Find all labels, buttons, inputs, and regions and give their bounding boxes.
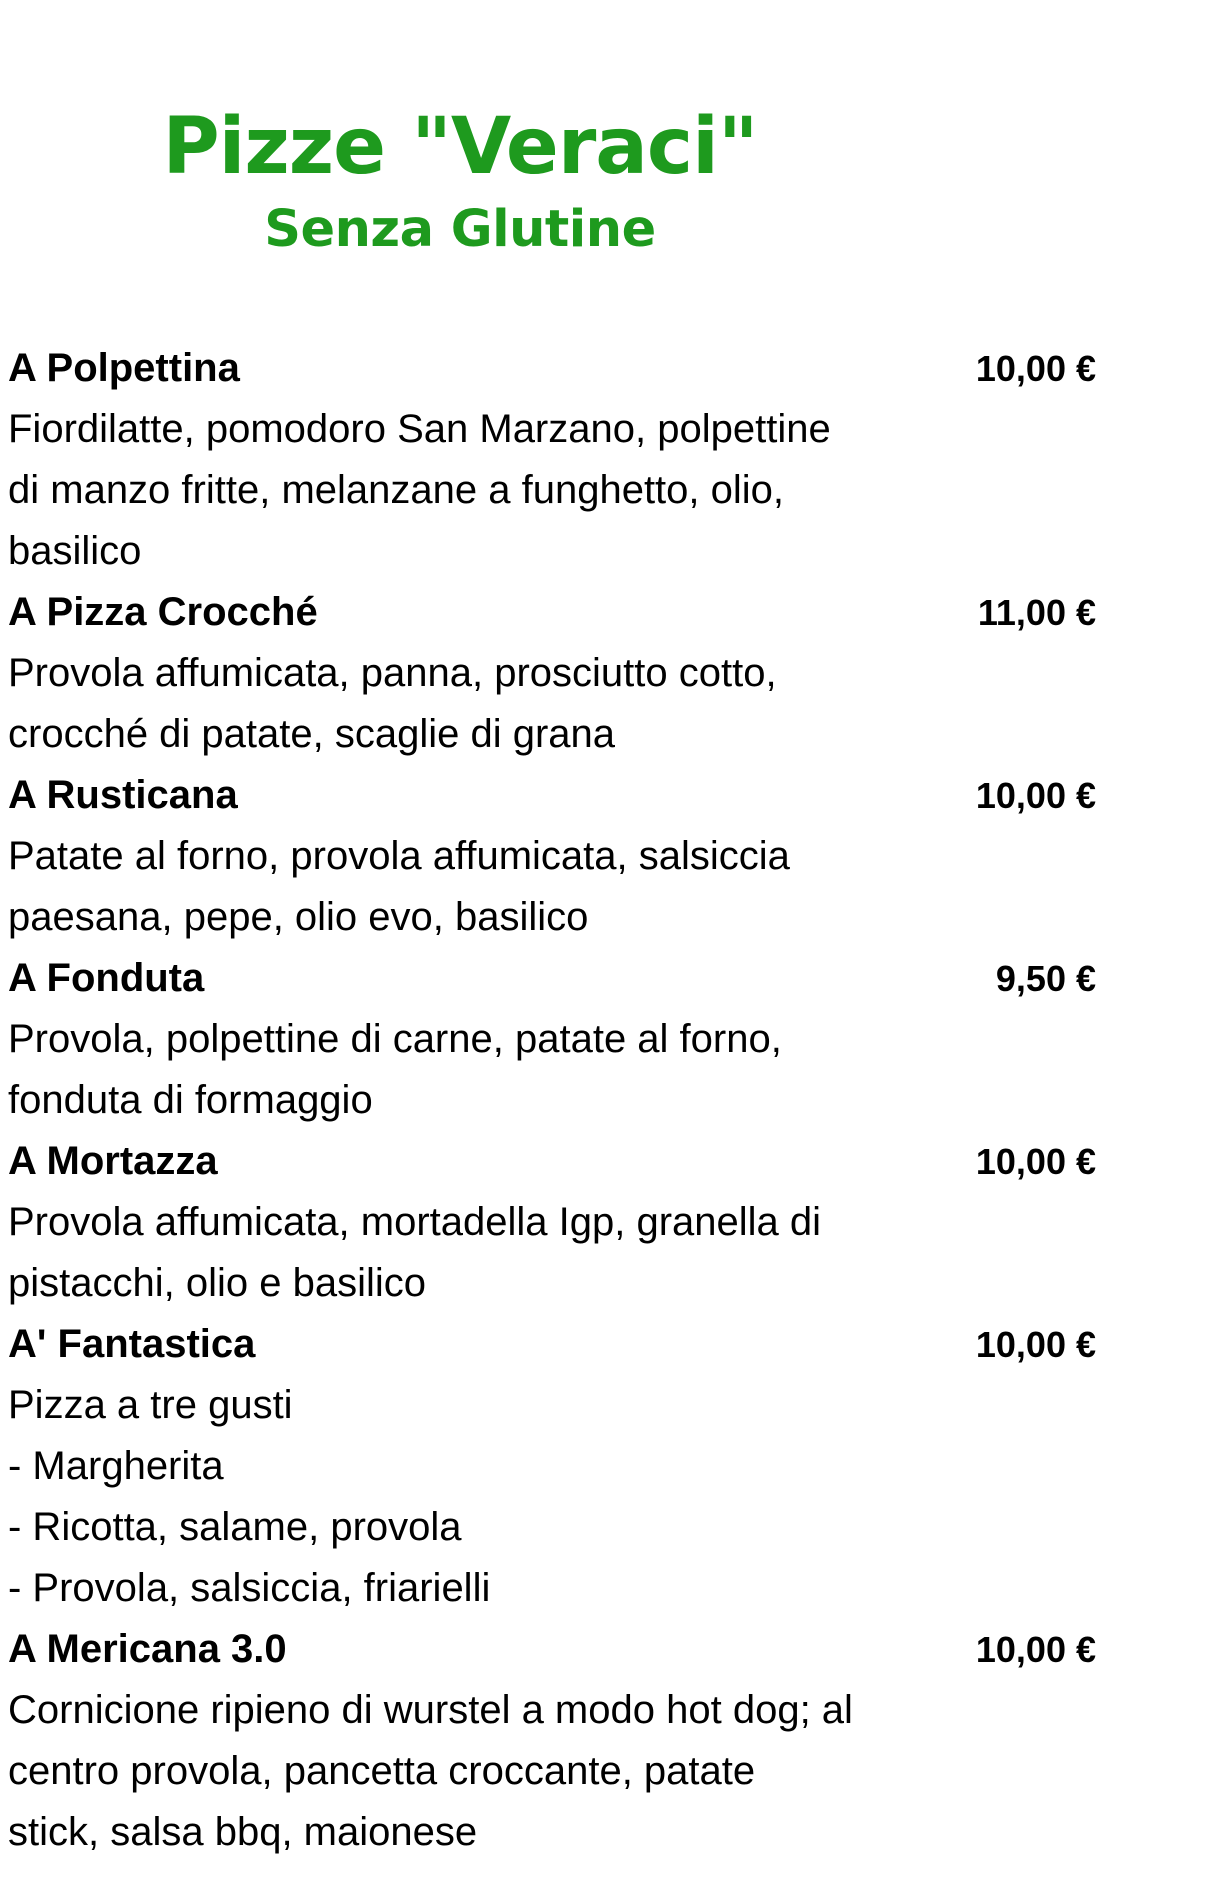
- menu-item-header: [8, 338, 1108, 399]
- menu-item-header: [8, 582, 1108, 643]
- menu-item-header: [8, 1131, 1108, 1192]
- menu-item-price: 10,00 €: [975, 775, 1096, 816]
- menu-item-description: paesana, pepe, olio evo, basilico: [8, 895, 589, 939]
- menu-item-description: pistacchi, olio e basilico: [8, 1261, 426, 1305]
- menu-item-price: 10,00 €: [975, 1629, 1096, 1670]
- menu-item-name: A Fonduta: [8, 956, 205, 1000]
- menu-item-description: centro provola, pancetta croccante, patate: [8, 1749, 756, 1793]
- menu-item-description: Provola, polpettine di carne, patate al forno,: [8, 1017, 782, 1061]
- menu-item-description: fonduta di formaggio: [8, 1078, 373, 1122]
- menu-item: [8, 1314, 1108, 1619]
- menu-item: [8, 765, 1108, 948]
- menu-item-description: Fiordilatte, pomodoro San Marzano, polpettine: [8, 407, 831, 451]
- menu-item-description: Pizza a tre gusti: [8, 1383, 293, 1427]
- menu-item-header: [8, 948, 1108, 1009]
- page-title: Pizze "Veraci": [162, 102, 758, 192]
- menu-item-name: A' Fantastica: [8, 1322, 256, 1366]
- menu-header: [0, 100, 920, 265]
- menu-item-description: - Margherita: [8, 1444, 224, 1488]
- menu-item-description: basilico: [8, 529, 142, 573]
- menu-item-price: 9,50 €: [995, 958, 1096, 999]
- menu-item: [8, 338, 1108, 582]
- menu-item-description: Provola affumicata, mortadella Igp, granella di: [8, 1200, 822, 1244]
- page-subtitle: Senza Glutine: [264, 200, 656, 259]
- menu-item-header: [8, 1314, 1108, 1375]
- menu-item-description: - Ricotta, salame, provola: [8, 1505, 462, 1549]
- menu-item-name: A Mortazza: [8, 1139, 218, 1183]
- menu-item-price: 10,00 €: [975, 1324, 1096, 1365]
- menu-item-description: - Provola, salsiccia, friarielli: [8, 1566, 491, 1610]
- menu-item-description: Cornicione ripieno di wurstel a modo hot dog; al: [8, 1688, 853, 1732]
- menu-item-description: Provola affumicata, panna, prosciutto cotto,: [8, 651, 777, 695]
- menu-list: [8, 338, 1108, 1863]
- menu-item-description: stick, salsa bbq, maionese: [8, 1810, 478, 1854]
- menu-item-name: A Rusticana: [8, 773, 238, 817]
- menu-item-price: 11,00 €: [977, 592, 1096, 633]
- menu-item-header: [8, 765, 1108, 826]
- menu-item-description: di manzo fritte, melanzane a funghetto, olio,: [8, 468, 785, 512]
- menu-item-header: [8, 1619, 1108, 1680]
- menu-item-name: A Polpettina: [8, 346, 240, 390]
- menu-item-description: crocché di patate, scaglie di grana: [8, 712, 616, 756]
- menu-item-description: Patate al forno, provola affumicata, salsiccia: [8, 834, 790, 878]
- menu-item-name: A Pizza Crocché: [8, 590, 318, 634]
- menu-item: [8, 582, 1108, 765]
- menu-item: [8, 948, 1108, 1131]
- menu-item: [8, 1131, 1108, 1314]
- menu-item-name: A Mericana 3.0: [8, 1627, 287, 1671]
- menu-item-price: 10,00 €: [975, 1141, 1096, 1182]
- menu-item-price: 10,00 €: [975, 348, 1096, 389]
- menu-item: [8, 1619, 1108, 1863]
